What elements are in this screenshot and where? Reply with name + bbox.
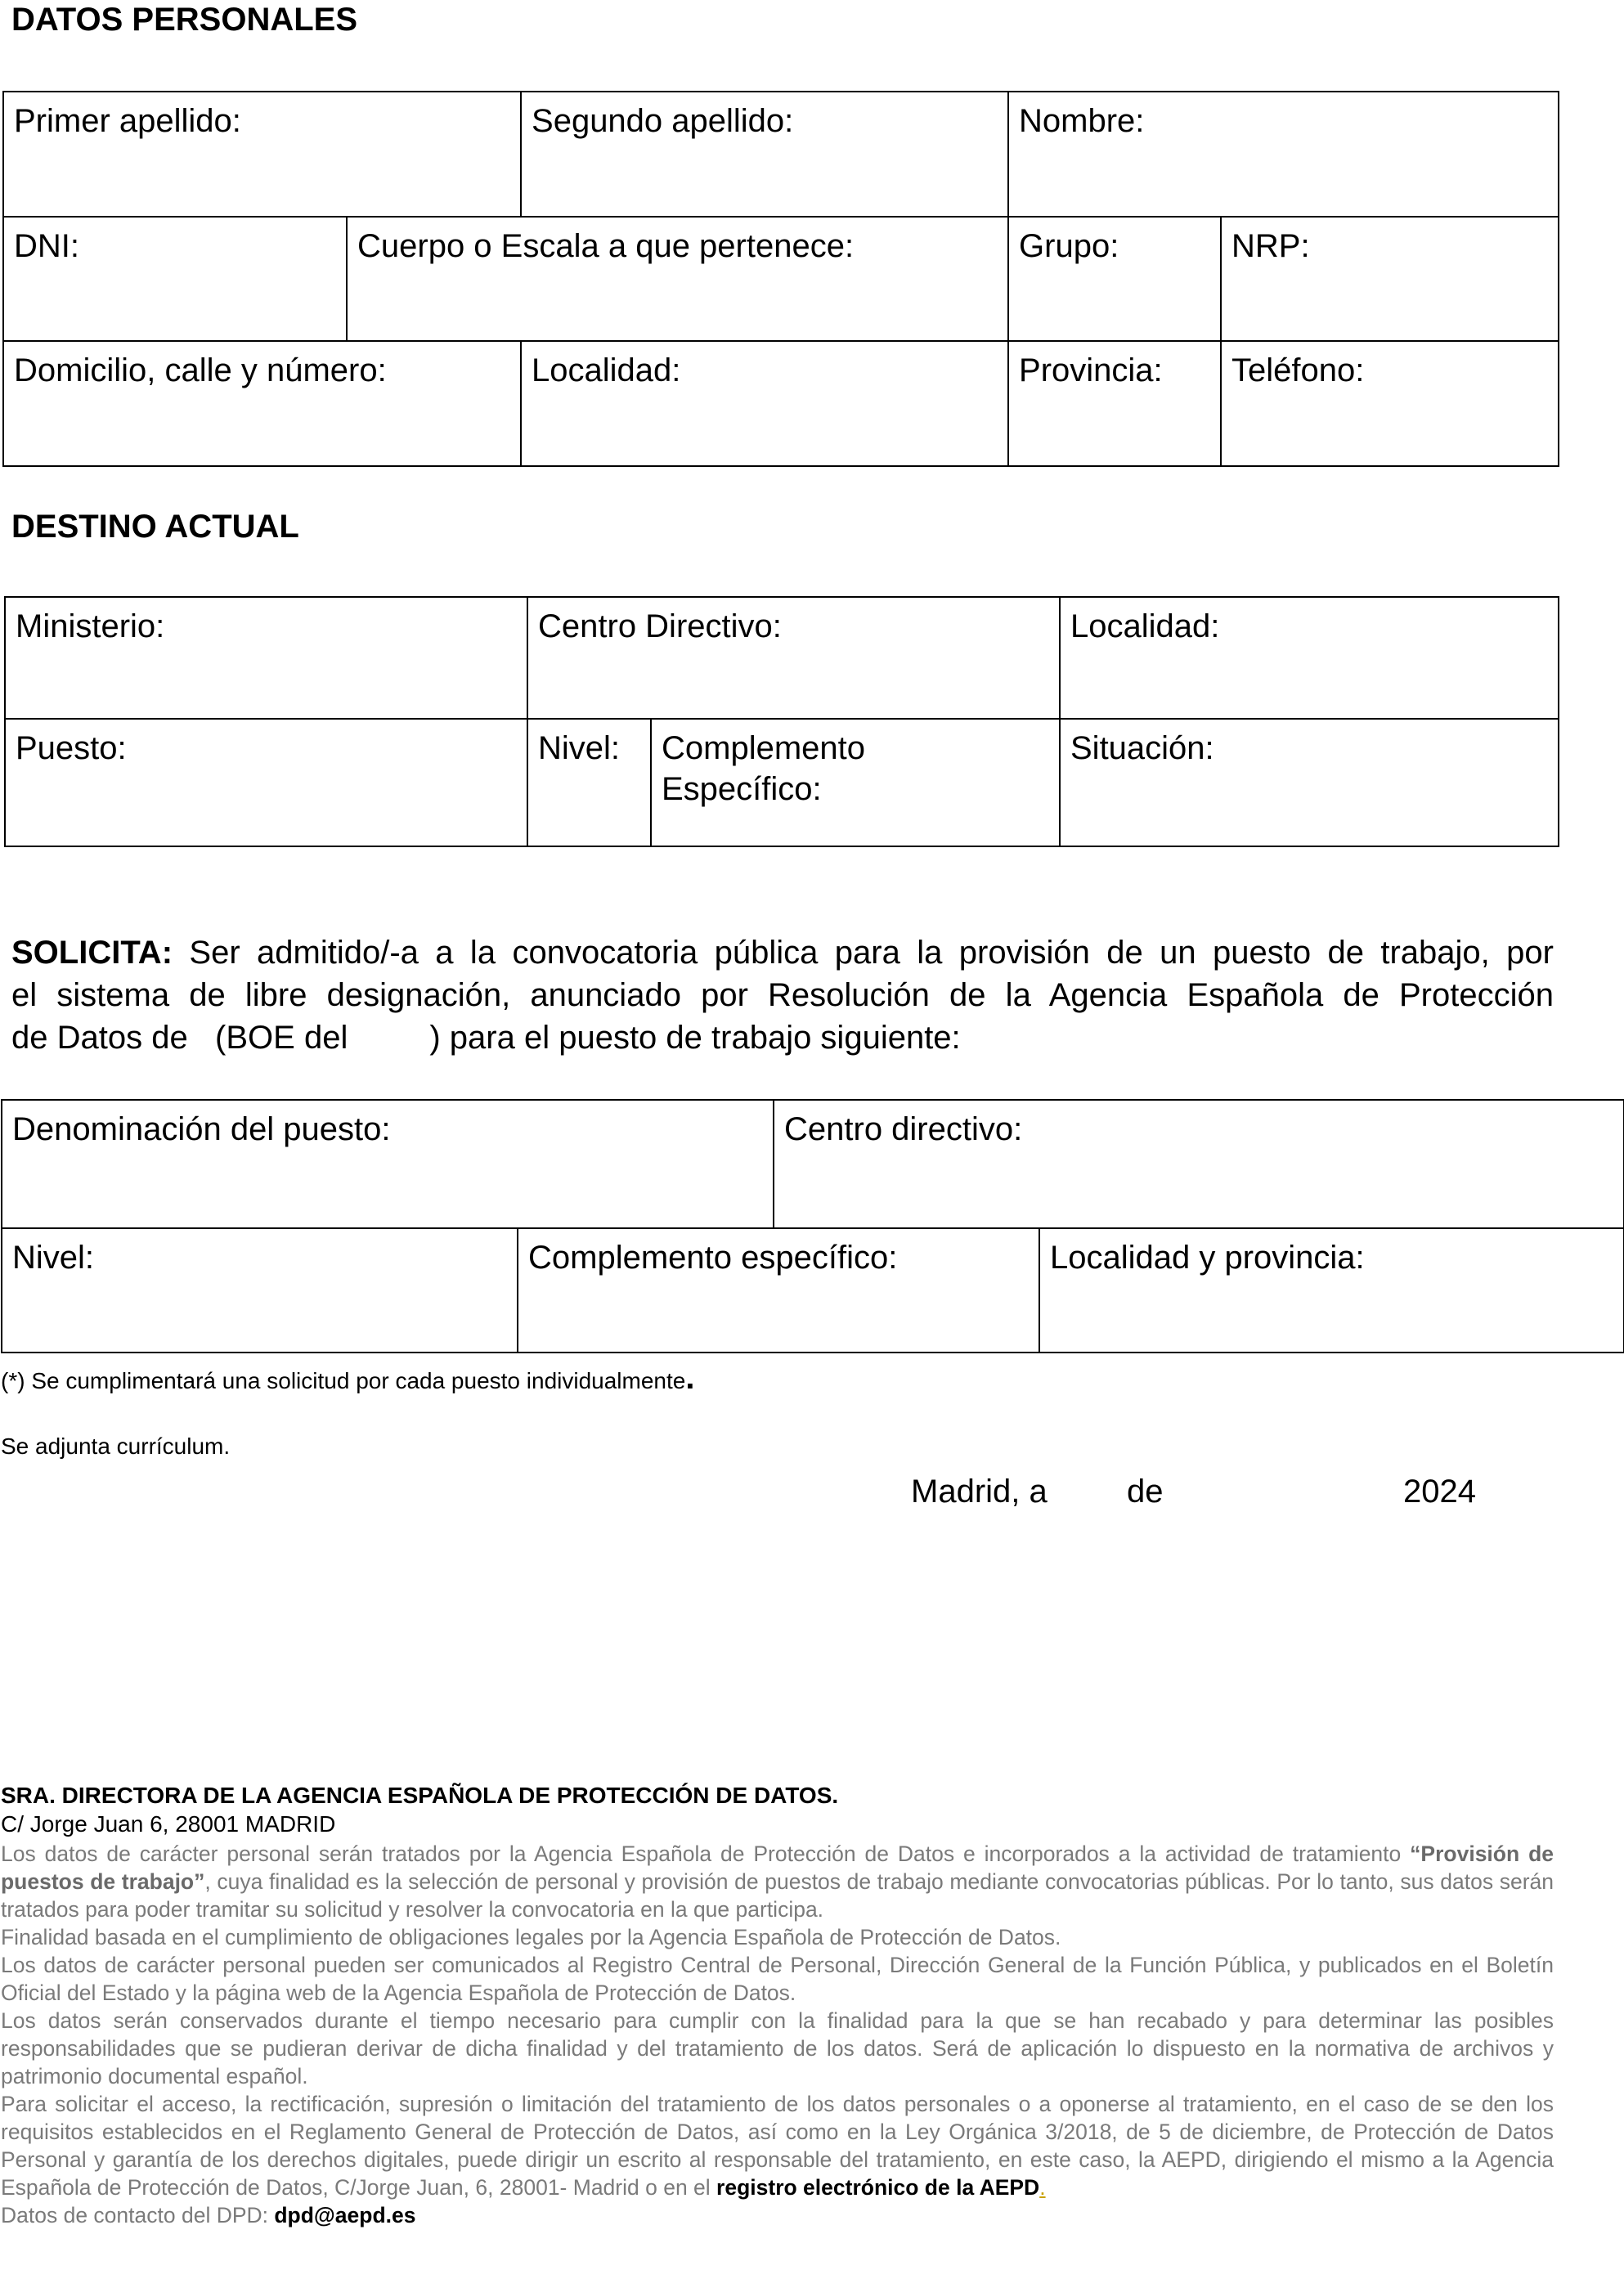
- privacy-paragraph-1: [1, 1840, 1554, 1923]
- privacy-activity-name: “Provisión de puestos de trabajo”: [1, 1842, 1554, 1894]
- field-primer-apellido[interactable]: Primer apellido:: [3, 92, 521, 217]
- recipient: SRA. DIRECTORA DE LA AGENCIA ESPAÑOLA DE PROTECCIÓN DE DATOS.: [1, 1783, 839, 1808]
- section-heading-destino: DESTINO ACTUAL: [11, 509, 299, 545]
- signature-year: 2024: [1403, 1474, 1476, 1510]
- privacy-p5-text: Para solicitar el acceso, la rectificación, supresión o limitación del tratamiento de los datos personales o a oponerse al tratamiento, en el caso de se den los requisitos establecidos en el Reglamento General de Protección de Datos, así como en la Ley Orgánica 3/2018, de 5 de diciembre, de Protección de Datos Personal y garantía de los derechos digitales, puede dirigir un escrito al responsable del tratamiento, en este caso, la AEPD, dirigiendo el mismo a la Agencia Española de Protección de Datos, C/Jorge Juan, 6, 28001- Madrid o en el: [1, 2092, 1554, 2200]
- field-complemento-especifico[interactable]: [651, 719, 1060, 846]
- field-puesto-complemento[interactable]: Complemento específico:: [518, 1228, 1039, 1353]
- signature-de: de: [1127, 1474, 1164, 1510]
- puesto-table: [1, 1099, 1624, 1353]
- privacy-paragraph-4: Los datos serán conservados durante el tiempo necesario para cumplir con la finalidad para la que se han recabado y para determinar las posibles responsabilidades que se pudieran derivar de dicha finalidad y del tratamiento de los datos. Será de aplicación lo dispuesto en la normativa de archivos y patrimonio documental español.: [1, 2008, 1554, 2088]
- field-domicilio[interactable]: Domicilio, calle y número:: [3, 341, 521, 466]
- note-curriculum: Se adjunta currículum.: [1, 1433, 231, 1459]
- privacy-p1-text-end: , cuya finalidad es la selección de personal y provisión de puestos de trabajo mediante convocatorias públicas. Por lo tanto, sus datos serán tratados para poder tramitar su solicitud y resolver la convocatoria en la que participa.: [1, 1869, 1554, 1922]
- privacy-p1-text: Los datos de carácter personal serán tratados por la Agencia Española de Protección de Datos e incorporados a la actividad de tratamiento: [1, 1842, 1411, 1866]
- field-cuerpo-escala[interactable]: Cuerpo o Escala a que pertenece:: [347, 217, 1008, 341]
- field-nombre[interactable]: Nombre:: [1008, 92, 1559, 217]
- privacy-paragraph-5: [1, 2090, 1554, 2201]
- destino-table: [4, 596, 1559, 847]
- field-localidad[interactable]: Localidad:: [521, 341, 1008, 466]
- field-segundo-apellido[interactable]: Segundo apellido:: [521, 92, 1008, 217]
- field-puesto-nivel[interactable]: Nivel:: [2, 1228, 518, 1353]
- signature-place: Madrid, a: [911, 1474, 1048, 1510]
- privacy-notice: [1, 1840, 1554, 2229]
- complemento-label-1: Complemento: [662, 730, 866, 766]
- field-puesto[interactable]: Puesto:: [5, 719, 527, 846]
- section-heading-personal: DATOS PERSONALES: [11, 2, 358, 38]
- field-grupo[interactable]: Grupo:: [1008, 217, 1221, 341]
- solicita-label: SOLICITA:: [11, 935, 173, 971]
- field-nivel[interactable]: Nivel:: [527, 719, 651, 846]
- recipient-address: C/ Jorge Juan 6, 28001 MADRID: [1, 1811, 336, 1837]
- personal-data-table: [2, 91, 1559, 467]
- field-telefono[interactable]: Teléfono:: [1221, 341, 1559, 466]
- privacy-paragraph-3: Los datos de carácter personal pueden ser comunicados al Registro Central de Personal, Dirección General de la Función Pública, y publicados en el Boletín Oficial del Estado y la página web de la Agencia Española de Protección de Datos.: [1, 1953, 1554, 2005]
- field-destino-localidad[interactable]: Localidad:: [1060, 597, 1559, 719]
- privacy-paragraph-2: Finalidad basada en el cumplimiento de obligaciones legales por la Agencia Española de Protección de Datos.: [1, 1925, 1061, 1949]
- field-centro-directivo[interactable]: Centro Directivo:: [527, 597, 1060, 719]
- link-period: .: [1039, 2175, 1046, 2200]
- solicita-line-2: el sistema de libre designación, anunciado por Resolución de la Agencia Española de Protección: [11, 977, 1554, 1013]
- solicita-paragraph: [11, 931, 1554, 1059]
- note-period: .: [685, 1360, 695, 1396]
- field-provincia[interactable]: Provincia:: [1008, 341, 1221, 466]
- dpd-contact: [1, 2201, 1554, 2229]
- solicita-line-3: de Datos de (BOE del ) para el puesto de trabajo siguiente:: [11, 1020, 961, 1056]
- note-one-per-position: [1, 1360, 694, 1397]
- dpd-email[interactable]: dpd@aepd.es: [274, 2203, 416, 2227]
- aepd-registry-link[interactable]: registro electrónico de la AEPD: [716, 2175, 1040, 2200]
- field-situacion[interactable]: Situación:: [1060, 719, 1559, 846]
- dpd-label: Datos de contacto del DPD:: [1, 2203, 275, 2227]
- field-puesto-centro-directivo[interactable]: Centro directivo:: [774, 1100, 1624, 1228]
- solicita-line-1: Ser admitido/-a a la convocatoria pública para la provisión de un puesto de trabajo, por: [189, 935, 1554, 971]
- field-localidad-provincia[interactable]: Localidad y provincia:: [1039, 1228, 1624, 1353]
- field-dni[interactable]: DNI:: [3, 217, 347, 341]
- note-text: (*) Se cumplimentará una solicitud por cada puesto individualmente: [1, 1368, 686, 1393]
- complemento-label-2: Específico:: [662, 771, 822, 807]
- field-nrp[interactable]: NRP:: [1221, 217, 1559, 341]
- field-denominacion-puesto[interactable]: Denominación del puesto:: [2, 1100, 774, 1228]
- field-ministerio[interactable]: Ministerio:: [5, 597, 527, 719]
